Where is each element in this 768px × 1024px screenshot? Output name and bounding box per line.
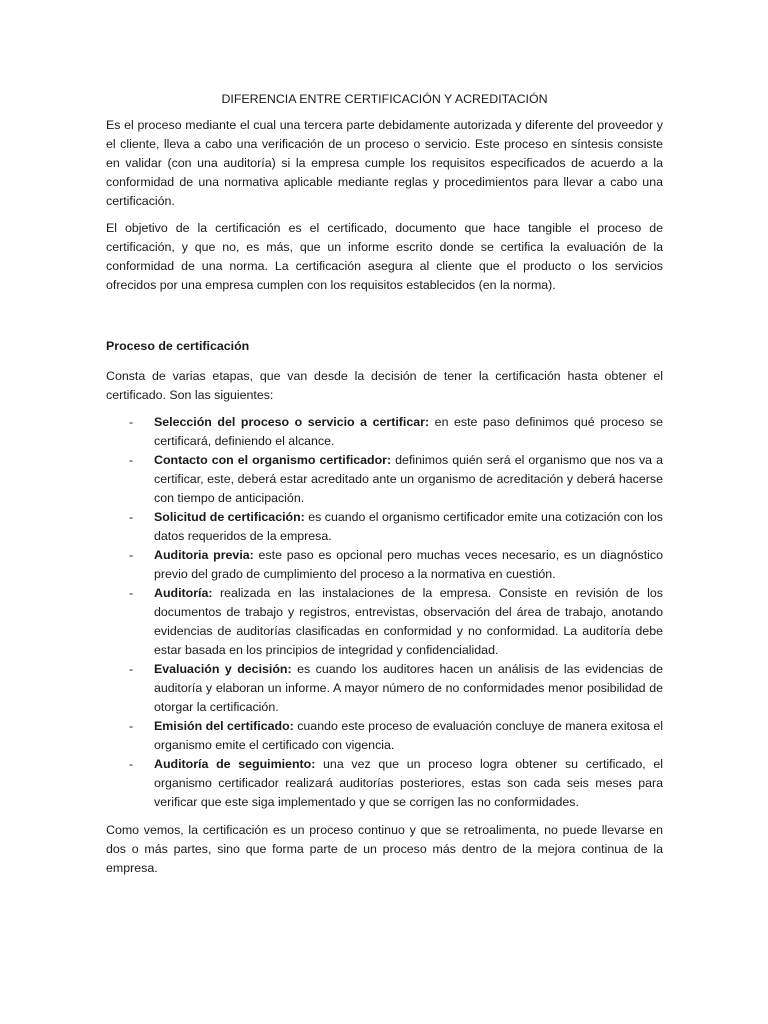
step-term: Auditoría de seguimiento: (154, 757, 316, 771)
bullet-dash: - (129, 586, 134, 600)
intro-paragraph-2: El objetivo de la certificación es el certificado, documento que hace tangible el proceso de certificación, y que no, es más, que un informe escrito donde se certifica la evaluación de la conformidad de una norma. La certificación asegura al cliente que el producto o los servicios ofrecidos por una empresa cumplen con los requisitos establecidos (en la norma). (106, 221, 663, 292)
step-text: definimos quién será el organismo que nos va a certificar, este, deberá estar acreditado ante un organismo de acreditación y deberá hacerse con tiempo de anticipación. (154, 453, 663, 505)
bullet-dash: - (129, 757, 134, 771)
document-page (106, 90, 664, 875)
step-text: en este paso definimos qué proceso se certificará, definiendo el alcance. (154, 415, 663, 448)
step-text: una vez que un proceso logra obtener su certificado, el organismo certificador realizará auditorías posteriores, estas son cada seis meses para verificar que este siga implementado y que se corrigen las no conformidades. (154, 757, 664, 809)
list-item (106, 660, 663, 717)
step-text: es cuando los auditores hacen un análisis de las evidencias de auditoría y elaboran un informe. A mayor número de no conformidades menor posibilidad de otorgar la certificación. (154, 662, 664, 714)
document-title: DIFERENCIA ENTRE CERTIFICACIÓN Y ACREDITACIÓN (221, 92, 548, 106)
list-item (106, 755, 663, 812)
step-term: Auditoría: (154, 586, 213, 600)
list-item (106, 413, 663, 451)
bullet-dash: - (129, 548, 134, 562)
step-text: este paso es opcional pero muchas veces necesario, es un diagnóstico previo del grado de cumplimiento del proceso a la normativa en cuestión. (154, 548, 663, 581)
list-item (106, 508, 663, 546)
section-intro: Consta de varias etapas, que van desde la decisión de tener la certificación hasta obtener el certificado. Son las siguientes: (106, 369, 663, 402)
list-item (106, 546, 663, 584)
section-body (106, 367, 663, 886)
step-term: Auditoria previa: (154, 548, 254, 562)
step-term: Emisión del certificado: (154, 719, 294, 733)
step-term: Contacto con el organismo certificador: (154, 453, 392, 467)
bullet-dash: - (129, 453, 134, 467)
bullet-dash: - (129, 415, 134, 429)
steps-list (106, 413, 663, 812)
step-term: Selección del proceso o servicio a certificar: (154, 415, 430, 429)
step-text: es cuando el organismo certificador emite una cotización con los datos requeridos de la empresa. (154, 510, 663, 543)
section-heading: Proceso de certificación (106, 339, 250, 353)
step-text: cuando este proceso de evaluación concluye de manera exitosa el organismo emite el certificado con vigencia. (154, 719, 663, 752)
conclusion-paragraph: Como vemos, la certificación es un proceso continuo y que se retroalimenta, no puede llevarse en dos o más partes, sino que forma parte de un proceso más dentro de la mejora continua de la empresa. (106, 823, 663, 875)
list-item (106, 451, 663, 508)
step-text: realizada en las instalaciones de la empresa. Consiste en revisión de los documentos de trabajo y registros, entrevistas, observación del área de trabajo, anotando evidencias de auditorías clasificadas en conformidad y no conformidad. La auditoría debe estar basada en los principios de integridad y confidencialidad. (154, 586, 663, 657)
list-item (106, 584, 663, 660)
bullet-dash: - (129, 662, 134, 676)
step-term: Solicitud de certificación: (154, 510, 305, 524)
bullet-dash: - (129, 719, 134, 733)
intro-paragraph-1: Es el proceso mediante el cual una tercera parte debidamente autorizada y diferente del proveedor y el cliente, lleva a cabo una verificación de un proceso o servicio. Este proceso en síntesis consiste en validar (con una auditoría) si la empresa cumple los requisitos especificados de acuerdo a la conformidad de una normativa aplicable mediante reglas y procedimientos para llevar a cabo una certificación. (106, 118, 663, 208)
bullet-dash: - (129, 510, 134, 524)
step-term: Evaluación y decisión: (154, 662, 292, 676)
list-item (106, 717, 663, 755)
